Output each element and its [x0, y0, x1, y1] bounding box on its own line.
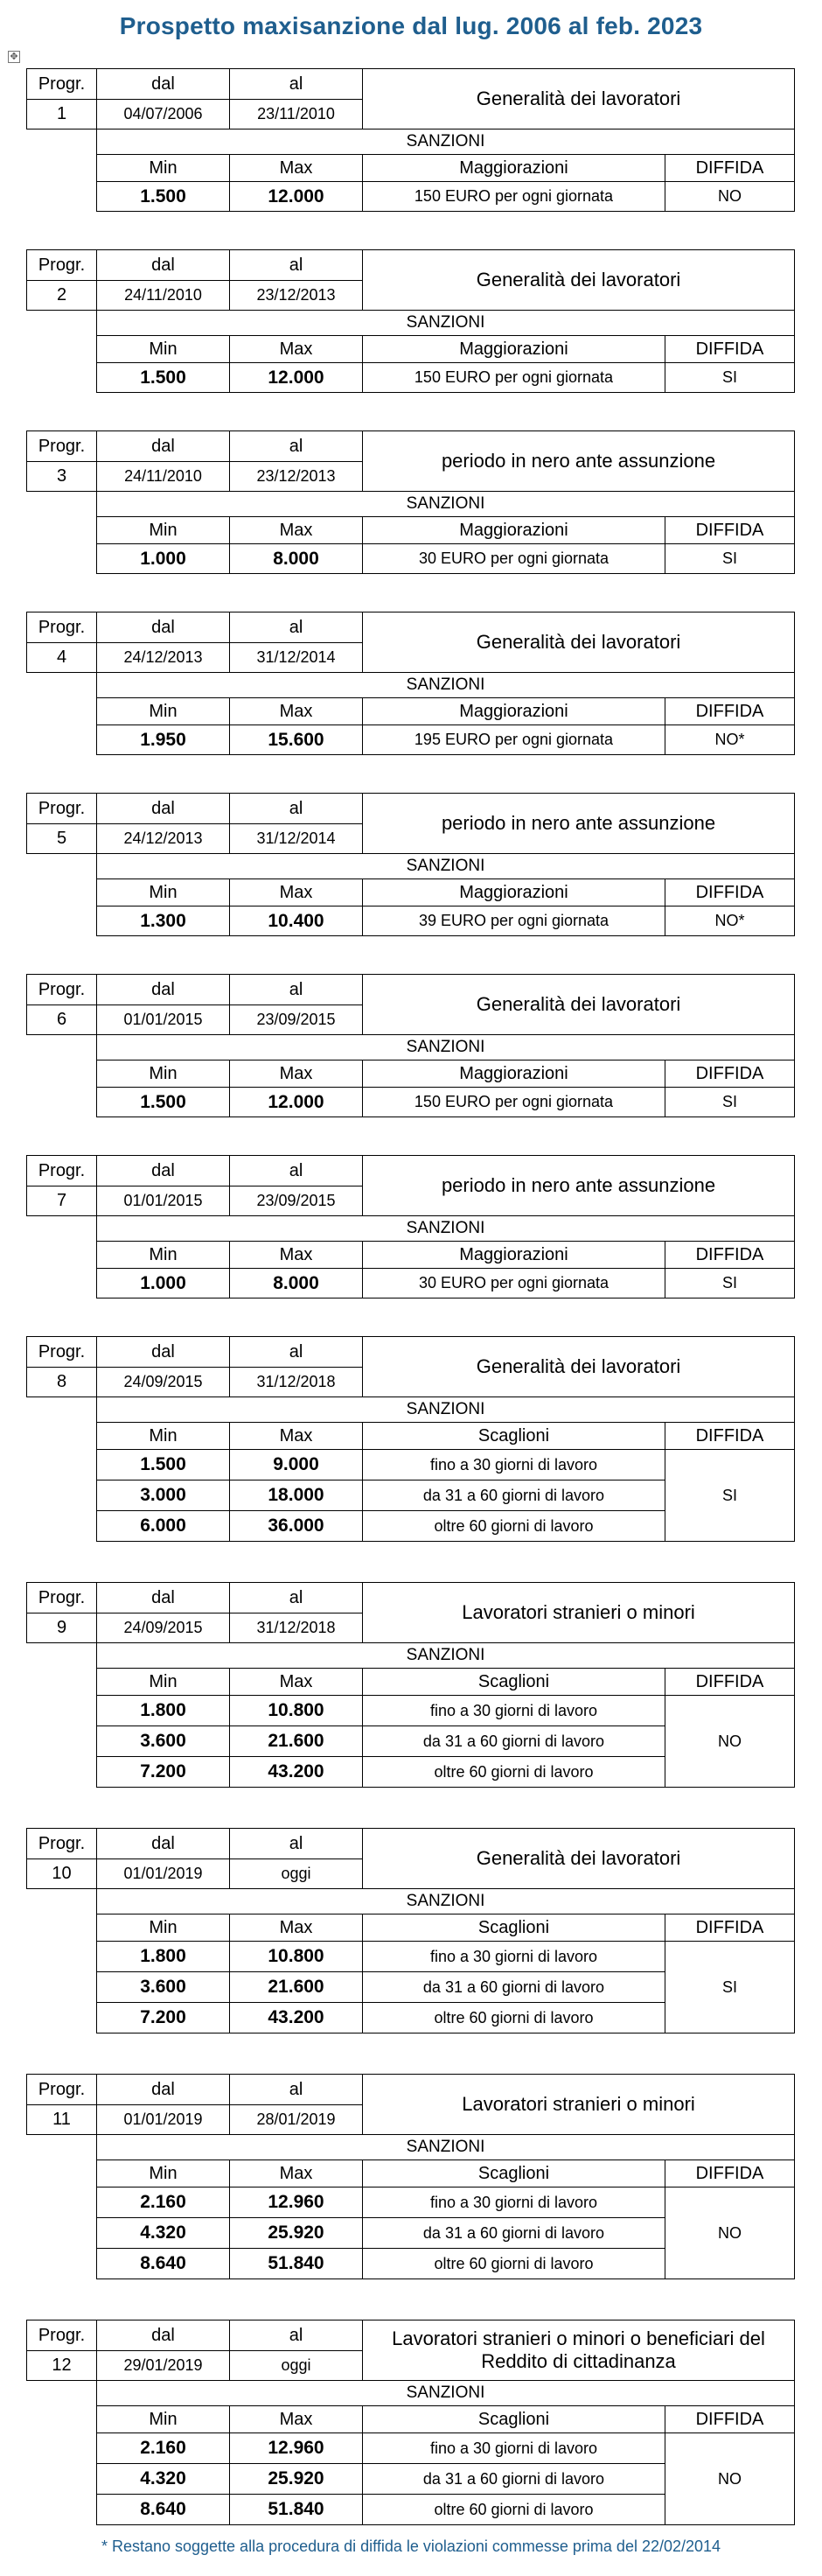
- max-value: 51.840: [230, 2249, 363, 2279]
- scaglioni-header: Scaglioni: [363, 1423, 665, 1450]
- progr-label: Progr.: [27, 69, 97, 100]
- spacer: [27, 336, 97, 363]
- dal-label: dal: [97, 431, 230, 462]
- min-value: 1.500: [97, 182, 230, 212]
- al-label: al: [230, 1156, 363, 1186]
- scaglioni-header: Scaglioni: [363, 1669, 665, 1696]
- diffida-value: NO: [665, 2188, 795, 2279]
- max-value: 18.000: [230, 1480, 363, 1511]
- progr-label: Progr.: [27, 431, 97, 462]
- min-value: 1.300: [97, 906, 230, 936]
- spacer: [27, 1397, 97, 1423]
- progr-label: Progr.: [27, 1156, 97, 1186]
- maggiorazione-value: 30 EURO per ogni giornata: [363, 544, 665, 574]
- spacer: [27, 1060, 97, 1088]
- spacer: [27, 1511, 97, 1542]
- date-to: 23/09/2015: [230, 1186, 363, 1216]
- date-to: 31/12/2018: [230, 1614, 363, 1643]
- min-value: 1.000: [97, 544, 230, 574]
- maggiorazione-value: 150 EURO per ogni giornata: [363, 182, 665, 212]
- diffida-header: DIFFIDA: [665, 1242, 795, 1269]
- sanzioni-header: SANZIONI: [97, 673, 795, 698]
- date-from: 04/07/2006: [97, 100, 230, 130]
- spacer: [27, 1726, 97, 1757]
- maggiorazione-value: 150 EURO per ogni giornata: [363, 1088, 665, 1117]
- min-value: 1.800: [97, 1942, 230, 1972]
- max-value: 12.960: [230, 2433, 363, 2464]
- progr-value: 5: [27, 824, 97, 854]
- scaglione-value: fino a 30 giorni di lavoro: [363, 2433, 665, 2464]
- spacer: [27, 130, 97, 155]
- sanction-block: [26, 1828, 794, 2034]
- al-label: al: [230, 1583, 363, 1614]
- dal-label: dal: [97, 69, 230, 100]
- spacer: [27, 1088, 97, 1117]
- progr-label: Progr.: [27, 1337, 97, 1368]
- progr-value: 9: [27, 1614, 97, 1643]
- diffida-header: DIFFIDA: [665, 336, 795, 363]
- spacer: [27, 1669, 97, 1696]
- min-value: 4.320: [97, 2218, 230, 2249]
- progr-label: Progr.: [27, 2320, 97, 2351]
- sanzioni-header: SANZIONI: [97, 311, 795, 336]
- maggiorazioni-header: Maggiorazioni: [363, 698, 665, 725]
- scaglioni-header: Scaglioni: [363, 2160, 665, 2188]
- spacer: [27, 1757, 97, 1788]
- max-header: Max: [230, 1060, 363, 1088]
- date-from: 01/01/2015: [97, 1005, 230, 1035]
- sanzioni-header: SANZIONI: [97, 1216, 795, 1242]
- scaglione-value: fino a 30 giorni di lavoro: [363, 1696, 665, 1726]
- dal-label: dal: [97, 2075, 230, 2105]
- spacer: [27, 2135, 97, 2160]
- date-to: 31/12/2014: [230, 824, 363, 854]
- sanction-block: [26, 430, 794, 574]
- max-value: 51.840: [230, 2495, 363, 2525]
- dal-label: dal: [97, 612, 230, 643]
- maggiorazioni-header: Maggiorazioni: [363, 336, 665, 363]
- al-label: al: [230, 431, 363, 462]
- scaglioni-header: Scaglioni: [363, 1914, 665, 1942]
- max-value: 21.600: [230, 1726, 363, 1757]
- progr-label: Progr.: [27, 250, 97, 281]
- diffida-header: DIFFIDA: [665, 1060, 795, 1088]
- max-header: Max: [230, 517, 363, 544]
- spacer: [27, 1696, 97, 1726]
- progr-value: 6: [27, 1005, 97, 1035]
- diffida-value: NO*: [665, 725, 795, 755]
- sanzioni-header: SANZIONI: [97, 2381, 795, 2406]
- min-value: 1.800: [97, 1696, 230, 1726]
- spacer: [27, 854, 97, 879]
- min-value: 1.950: [97, 725, 230, 755]
- spacer: [27, 2249, 97, 2279]
- dal-label: dal: [97, 975, 230, 1005]
- al-label: al: [230, 1337, 363, 1368]
- progr-label: Progr.: [27, 2075, 97, 2105]
- min-header: Min: [97, 155, 230, 182]
- max-value: 9.000: [230, 1450, 363, 1480]
- max-value: 43.200: [230, 2003, 363, 2034]
- spacer: [27, 1242, 97, 1269]
- diffida-value: SI: [665, 1450, 795, 1542]
- min-header: Min: [97, 879, 230, 906]
- diffida-header: DIFFIDA: [665, 1423, 795, 1450]
- category-description: Generalità dei lavoratori: [363, 1337, 795, 1397]
- maggiorazione-value: 195 EURO per ogni giornata: [363, 725, 665, 755]
- sanzioni-header: SANZIONI: [97, 854, 795, 879]
- sanction-block: [26, 1582, 794, 1788]
- spacer: [27, 155, 97, 182]
- date-from: 24/12/2013: [97, 643, 230, 673]
- progr-value: 11: [27, 2105, 97, 2135]
- diffida-header: DIFFIDA: [665, 1914, 795, 1942]
- scaglione-value: fino a 30 giorni di lavoro: [363, 1450, 665, 1480]
- category-description: Generalità dei lavoratori: [363, 612, 795, 673]
- date-to: 23/11/2010: [230, 100, 363, 130]
- sanzioni-header: SANZIONI: [97, 1397, 795, 1423]
- dal-label: dal: [97, 1829, 230, 1859]
- max-value: 10.800: [230, 1696, 363, 1726]
- spacer: [27, 1972, 97, 2003]
- sanzioni-header: SANZIONI: [97, 1889, 795, 1914]
- max-value: 12.000: [230, 182, 363, 212]
- category-description: periodo in nero ante assunzione: [363, 1156, 795, 1216]
- sanction-block: [26, 68, 794, 212]
- max-value: 10.400: [230, 906, 363, 936]
- dal-label: dal: [97, 1156, 230, 1186]
- spacer: [27, 2406, 97, 2433]
- sanzioni-header: SANZIONI: [97, 2135, 795, 2160]
- spacer: [27, 698, 97, 725]
- footnote: * Restano soggette alla procedura di diffida le violazioni commesse prima del 22/02/2014: [101, 2538, 721, 2555]
- max-header: Max: [230, 2406, 363, 2433]
- dal-label: dal: [97, 794, 230, 824]
- category-description: Lavoratori stranieri o minori: [363, 1583, 795, 1643]
- al-label: al: [230, 69, 363, 100]
- min-value: 7.200: [97, 1757, 230, 1788]
- spacer: [27, 1450, 97, 1480]
- max-header: Max: [230, 1423, 363, 1450]
- min-header: Min: [97, 1060, 230, 1088]
- date-from: 24/09/2015: [97, 1614, 230, 1643]
- scaglione-value: fino a 30 giorni di lavoro: [363, 1942, 665, 1972]
- dal-label: dal: [97, 1337, 230, 1368]
- min-value: 1.500: [97, 363, 230, 393]
- sanzioni-header: SANZIONI: [97, 1643, 795, 1669]
- sanction-block: [26, 793, 794, 936]
- date-to: 23/12/2013: [230, 462, 363, 492]
- maggiorazioni-header: Maggiorazioni: [363, 1242, 665, 1269]
- min-value: 6.000: [97, 1511, 230, 1542]
- scaglione-value: oltre 60 giorni di lavoro: [363, 2249, 665, 2279]
- progr-label: Progr.: [27, 1583, 97, 1614]
- spacer: [27, 517, 97, 544]
- min-header: Min: [97, 336, 230, 363]
- diffida-header: DIFFIDA: [665, 2160, 795, 2188]
- min-value: 2.160: [97, 2433, 230, 2464]
- max-value: 21.600: [230, 1972, 363, 2003]
- spacer: [27, 1035, 97, 1060]
- min-value: 1.500: [97, 1450, 230, 1480]
- diffida-value: SI: [665, 1942, 795, 2034]
- diffida-header: DIFFIDA: [665, 1669, 795, 1696]
- date-from: 01/01/2019: [97, 2105, 230, 2135]
- progr-value: 12: [27, 2351, 97, 2381]
- dal-label: dal: [97, 1583, 230, 1614]
- spacer: [27, 2188, 97, 2218]
- min-value: 3.600: [97, 1972, 230, 2003]
- max-value: 12.000: [230, 363, 363, 393]
- date-from: 24/11/2010: [97, 281, 230, 311]
- spacer: [27, 1269, 97, 1298]
- min-header: Min: [97, 1242, 230, 1269]
- scaglione-value: da 31 a 60 giorni di lavoro: [363, 2464, 665, 2495]
- scaglione-value: oltre 60 giorni di lavoro: [363, 2003, 665, 2034]
- spacer: [27, 1889, 97, 1914]
- min-header: Min: [97, 1914, 230, 1942]
- scaglione-value: oltre 60 giorni di lavoro: [363, 2495, 665, 2525]
- date-from: 29/01/2019: [97, 2351, 230, 2381]
- spacer: [27, 311, 97, 336]
- min-header: Min: [97, 2406, 230, 2433]
- max-value: 25.920: [230, 2464, 363, 2495]
- scaglione-value: da 31 a 60 giorni di lavoro: [363, 1480, 665, 1511]
- diffida-value: NO: [665, 2433, 795, 2525]
- al-label: al: [230, 2320, 363, 2351]
- diffida-header: DIFFIDA: [665, 698, 795, 725]
- maggiorazioni-header: Maggiorazioni: [363, 517, 665, 544]
- progr-value: 7: [27, 1186, 97, 1216]
- max-header: Max: [230, 1242, 363, 1269]
- scaglione-value: da 31 a 60 giorni di lavoro: [363, 1972, 665, 2003]
- spacer: [27, 2464, 97, 2495]
- sanction-block: [26, 974, 794, 1117]
- progr-value: 2: [27, 281, 97, 311]
- max-value: 36.000: [230, 1511, 363, 1542]
- diffida-value: SI: [665, 1269, 795, 1298]
- progr-value: 10: [27, 1859, 97, 1889]
- sanzioni-header: SANZIONI: [97, 1035, 795, 1060]
- min-header: Min: [97, 517, 230, 544]
- min-header: Min: [97, 1423, 230, 1450]
- maggiorazione-value: 30 EURO per ogni giornata: [363, 1269, 665, 1298]
- min-value: 8.640: [97, 2249, 230, 2279]
- category-description: periodo in nero ante assunzione: [363, 431, 795, 492]
- max-value: 8.000: [230, 544, 363, 574]
- progr-value: 8: [27, 1368, 97, 1397]
- progr-value: 3: [27, 462, 97, 492]
- date-to: oggi: [230, 1859, 363, 1889]
- date-to: oggi: [230, 2351, 363, 2381]
- date-to: 31/12/2018: [230, 1368, 363, 1397]
- progr-label: Progr.: [27, 794, 97, 824]
- category-description: Generalità dei lavoratori: [363, 1829, 795, 1889]
- scaglione-value: da 31 a 60 giorni di lavoro: [363, 2218, 665, 2249]
- min-header: Min: [97, 1669, 230, 1696]
- spacer: [27, 2003, 97, 2034]
- max-header: Max: [230, 1914, 363, 1942]
- diffida-value: SI: [665, 363, 795, 393]
- max-value: 10.800: [230, 1942, 363, 1972]
- progr-label: Progr.: [27, 975, 97, 1005]
- min-value: 3.600: [97, 1726, 230, 1757]
- al-label: al: [230, 794, 363, 824]
- min-header: Min: [97, 698, 230, 725]
- max-header: Max: [230, 1669, 363, 1696]
- diffida-value: SI: [665, 1088, 795, 1117]
- maggiorazione-value: 39 EURO per ogni giornata: [363, 906, 665, 936]
- sanction-block: [26, 2074, 794, 2279]
- sanction-block: [26, 1336, 794, 1542]
- spacer: [27, 363, 97, 393]
- category-description: Lavoratori stranieri o minori o beneficiari del Reddito di cittadinanza: [363, 2320, 795, 2381]
- maggiorazioni-header: Maggiorazioni: [363, 155, 665, 182]
- progr-label: Progr.: [27, 1829, 97, 1859]
- sanction-block: [26, 1155, 794, 1298]
- diffida-value: NO: [665, 182, 795, 212]
- sanction-block: [26, 249, 794, 393]
- dal-label: dal: [97, 2320, 230, 2351]
- spacer: [27, 673, 97, 698]
- spacer: [27, 1914, 97, 1942]
- date-to: 23/12/2013: [230, 281, 363, 311]
- progr-value: 1: [27, 100, 97, 130]
- max-value: 12.960: [230, 2188, 363, 2218]
- date-to: 31/12/2014: [230, 643, 363, 673]
- spacer: [27, 2160, 97, 2188]
- max-value: 12.000: [230, 1088, 363, 1117]
- al-label: al: [230, 1829, 363, 1859]
- diffida-value: SI: [665, 544, 795, 574]
- progr-label: Progr.: [27, 612, 97, 643]
- progr-value: 4: [27, 643, 97, 673]
- max-value: 43.200: [230, 1757, 363, 1788]
- max-header: Max: [230, 879, 363, 906]
- spacer: [27, 182, 97, 212]
- date-from: 24/11/2010: [97, 462, 230, 492]
- spacer: [27, 1480, 97, 1511]
- maggiorazioni-header: Maggiorazioni: [363, 879, 665, 906]
- spacer: [27, 1942, 97, 1972]
- al-label: al: [230, 975, 363, 1005]
- diffida-value: NO: [665, 1696, 795, 1788]
- date-from: 24/09/2015: [97, 1368, 230, 1397]
- diffida-value: NO*: [665, 906, 795, 936]
- max-header: Max: [230, 155, 363, 182]
- al-label: al: [230, 612, 363, 643]
- min-value: 2.160: [97, 2188, 230, 2218]
- min-header: Min: [97, 2160, 230, 2188]
- max-header: Max: [230, 698, 363, 725]
- spacer: [27, 879, 97, 906]
- spacer: [27, 1643, 97, 1669]
- min-value: 1.500: [97, 1088, 230, 1117]
- spacer: [27, 2433, 97, 2464]
- diffida-header: DIFFIDA: [665, 517, 795, 544]
- category-description: periodo in nero ante assunzione: [363, 794, 795, 854]
- min-value: 1.000: [97, 1269, 230, 1298]
- min-value: 3.000: [97, 1480, 230, 1511]
- scaglioni-header: Scaglioni: [363, 2406, 665, 2433]
- table-move-handle-icon[interactable]: ✥: [8, 51, 20, 63]
- date-from: 01/01/2019: [97, 1859, 230, 1889]
- spacer: [27, 492, 97, 517]
- spacer: [27, 2218, 97, 2249]
- diffida-header: DIFFIDA: [665, 155, 795, 182]
- date-from: 24/12/2013: [97, 824, 230, 854]
- max-header: Max: [230, 336, 363, 363]
- dal-label: dal: [97, 250, 230, 281]
- spacer: [27, 2495, 97, 2525]
- max-value: 25.920: [230, 2218, 363, 2249]
- category-description: Lavoratori stranieri o minori: [363, 2075, 795, 2135]
- date-from: 01/01/2015: [97, 1186, 230, 1216]
- spacer: [27, 1423, 97, 1450]
- diffida-header: DIFFIDA: [665, 2406, 795, 2433]
- sanzioni-header: SANZIONI: [97, 492, 795, 517]
- spacer: [27, 906, 97, 936]
- scaglione-value: oltre 60 giorni di lavoro: [363, 1511, 665, 1542]
- min-value: 7.200: [97, 2003, 230, 2034]
- date-to: 23/09/2015: [230, 1005, 363, 1035]
- scaglione-value: da 31 a 60 giorni di lavoro: [363, 1726, 665, 1757]
- spacer: [27, 544, 97, 574]
- max-value: 15.600: [230, 725, 363, 755]
- scaglione-value: oltre 60 giorni di lavoro: [363, 1757, 665, 1788]
- min-value: 4.320: [97, 2464, 230, 2495]
- maggiorazione-value: 150 EURO per ogni giornata: [363, 363, 665, 393]
- max-header: Max: [230, 2160, 363, 2188]
- diffida-header: DIFFIDA: [665, 879, 795, 906]
- scaglione-value: fino a 30 giorni di lavoro: [363, 2188, 665, 2218]
- al-label: al: [230, 250, 363, 281]
- sanction-block: [26, 2320, 794, 2525]
- sanction-block: [26, 612, 794, 755]
- spacer: [27, 725, 97, 755]
- maggiorazioni-header: Maggiorazioni: [363, 1060, 665, 1088]
- min-value: 8.640: [97, 2495, 230, 2525]
- page-title: Prospetto maxisanzione dal lug. 2006 al feb. 2023: [119, 12, 703, 39]
- spacer: [27, 2381, 97, 2406]
- category-description: Generalità dei lavoratori: [363, 975, 795, 1035]
- max-value: 8.000: [230, 1269, 363, 1298]
- spacer: [27, 1216, 97, 1242]
- category-description: Generalità dei lavoratori: [363, 69, 795, 130]
- date-to: 28/01/2019: [230, 2105, 363, 2135]
- al-label: al: [230, 2075, 363, 2105]
- category-description: Generalità dei lavoratori: [363, 250, 795, 311]
- sanzioni-header: SANZIONI: [97, 130, 795, 155]
